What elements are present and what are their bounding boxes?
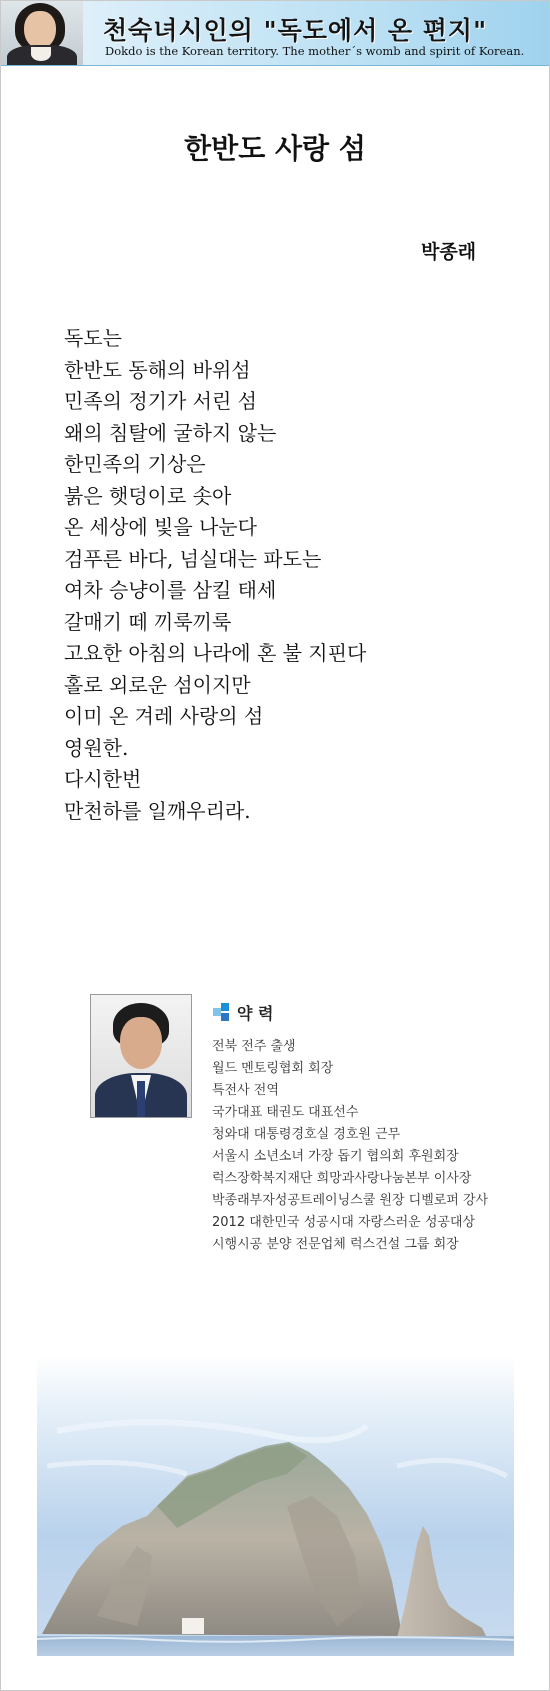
poem-body xyxy=(64,323,504,827)
bio-item: 2012 대한민국 성공시대 자랑스러운 성공대상 xyxy=(212,1215,476,1230)
poem-line: 고요한 아침의 나라에 혼 불 지핀다 xyxy=(64,641,367,665)
bio-item: 월드 멘토링협회 회장 xyxy=(212,1061,334,1076)
poem-line: 독도는 xyxy=(64,326,122,350)
banner-subtitle: Dokdo is the Korean territory. The mother´s womb and spirit of Korean. xyxy=(105,44,525,58)
bio-list xyxy=(212,1036,542,1256)
poem-line: 온 세상에 빛을 나눈다 xyxy=(64,515,257,539)
poem-line: 한반도 동해의 바위섬 xyxy=(64,357,251,382)
bio-heading xyxy=(213,1001,273,1023)
bio-item: 럭스장학복지재단 희망과사랑나눔본부 이사장 xyxy=(212,1171,472,1186)
poem-line: 검푸른 바다, 넘실대는 파도는 xyxy=(64,546,322,571)
poem-line: 민족의 정기가 서린 섬 xyxy=(64,389,257,413)
bio-item: 청와대 대통령경호실 경호원 근무 xyxy=(212,1127,401,1142)
author-photo xyxy=(90,994,192,1118)
poem-line: 갈매기 떼 끼룩끼룩 xyxy=(64,609,232,634)
dokdo-island-image xyxy=(37,1356,514,1656)
poem-line: 이미 온 겨레 사랑의 섬 xyxy=(64,704,264,728)
poem-line: 만천하를 일깨우리라. xyxy=(64,798,251,823)
poem-line: 여차 승냥이를 삼킬 태세 xyxy=(64,578,277,602)
blue-squares-icon xyxy=(213,1003,231,1021)
bio-item: 전북 전주 출생 xyxy=(212,1039,296,1054)
poem-line: 붉은 햇덩이로 솟아 xyxy=(64,483,232,508)
bio-item: 특전사 전역 xyxy=(212,1083,279,1098)
poem-line: 다시한번 xyxy=(64,767,142,791)
header-banner xyxy=(1,1,549,66)
poem-line: 영원한. xyxy=(64,735,129,760)
bio-heading-label: 약 력 xyxy=(237,1003,274,1023)
poem-line: 한민족의 기상은 xyxy=(64,452,206,476)
bio-item: 국가대표 태권도 대표선수 xyxy=(212,1105,359,1120)
bio-item: 박종래부자성공트레이닝스쿨 원장 디벨로퍼 강사 xyxy=(212,1193,489,1208)
poem-line: 홀로 외로운 섬이지만 xyxy=(64,672,251,697)
bio-item: 서울시 소년소녀 가장 돕기 협의회 후원회장 xyxy=(212,1149,459,1164)
banner-title: 천숙녀시인의 "독도에서 온 편지" xyxy=(103,16,488,45)
poem-author: 박종래 xyxy=(421,241,477,263)
poem-title: 한반도 사랑 섬 xyxy=(184,132,366,165)
poem-line: 왜의 침탈에 굴하지 않는 xyxy=(64,420,277,445)
bio-item: 시행시공 분양 전문업체 럭스건설 그룹 회장 xyxy=(212,1237,459,1252)
poet-portrait xyxy=(1,1,83,65)
